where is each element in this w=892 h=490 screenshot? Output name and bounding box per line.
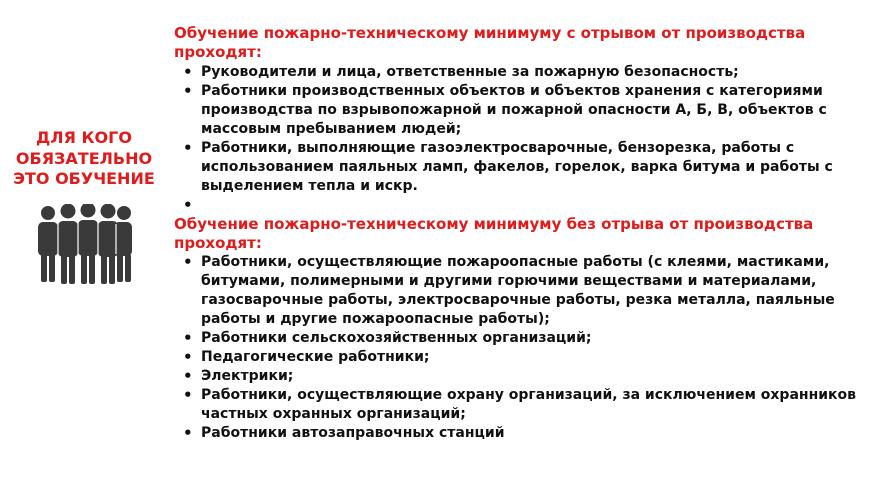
list-item: • Педагогические работники; [174, 348, 874, 367]
section1-list [174, 63, 874, 215]
list-item: • Руководители и лица, ответственные за пожарную безопасность; [174, 63, 874, 82]
list-item: • Работники, осуществляющие охрану организаций, за исключением охранников частных охранных организаций; [174, 386, 874, 424]
people-group-icon [34, 204, 134, 286]
list-item: • Работники, выполняющие газоэлектросварочные, бензорезка, работы с использованием паяльных ламп, факелов, горелок, варка битума и работы с выделением тепла и искр. [174, 139, 874, 196]
section1-heading: Обучение пожарно-техническому минимуму с отрывом от производства проходят: [174, 24, 806, 61]
empty-list-item [174, 196, 874, 215]
sidebar [10, 128, 158, 286]
list-item: • Работники производственных объектов и объектов хранения с категориями производства по взрывопожарной и пожарной опасности А, Б, В, объектов с массовым пребыванием людей; [174, 82, 874, 139]
list-item: • Работники, осуществляющие пожароопасные работы (с клеями, мастиками, битумами, полимерными и другими горючими веществами и материалами, газосварочные работы, электросварочные работы, резка металла, паяльные работы и другие пожароопасные работы); [174, 253, 874, 329]
sidebar-title-line: ЭТО ОБУЧЕНИЕ [13, 169, 155, 188]
list-item: • Работники автозаправочных станций [174, 424, 874, 443]
sidebar-title-line: ОБЯЗАТЕЛЬНО [15, 148, 153, 168]
sidebar-title [10, 128, 158, 190]
sidebar-title-line: ДЛЯ КОГО [36, 128, 132, 147]
list-item: • Электрики; [174, 367, 874, 386]
main-content [174, 24, 874, 443]
list-item: • Работники сельскохозяйственных организаций; [174, 329, 874, 348]
section2-heading: Обучение пожарно-техническому минимуму без отрыва от производства проходят: [174, 215, 814, 252]
section2-list [174, 253, 874, 443]
